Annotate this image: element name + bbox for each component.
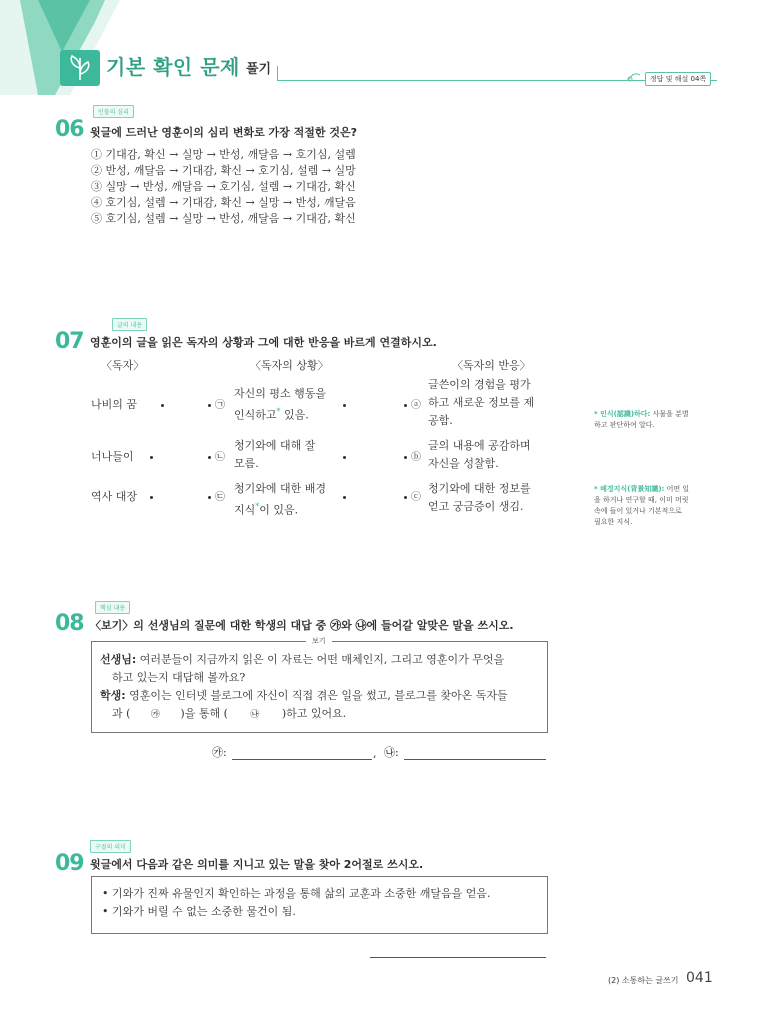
q07-response-2-mark: ⓑ (411, 452, 421, 463)
q09-answer-line[interactable] (370, 957, 546, 958)
q07-reader-1: 나비의 꿈 (91, 398, 138, 411)
q07-situation-3-mark: ㉢ (215, 492, 225, 503)
student-label: 학생: (100, 689, 126, 702)
answer-b-label: ㉯: (384, 746, 399, 759)
q09-tag: 구절의 의미 (90, 840, 131, 853)
q08-question: 〈보기〉의 선생님의 질문에 대한 학생의 대답 중 ㉮와 ㉯에 들어갈 알맞은 말을 쓰시오. (90, 619, 514, 632)
q07-question: 영훈이의 글을 읽은 독자의 상황과 그에 대한 반응을 바르게 연결하시오. (90, 336, 437, 349)
q07-situation-2: 청기와에 대해 잘 모름. (234, 439, 316, 470)
page-title: 기본 확인 문제 (106, 55, 240, 79)
blank-a-mark: ㉮ (150, 710, 160, 720)
q07-situation-3-right-dot[interactable] (343, 496, 346, 499)
q06-number: 06 (55, 117, 84, 142)
q07-situation-1: 자신의 평소 행동을 인식하고* 있음. (234, 387, 327, 422)
answer-a-label: ㉮: (212, 746, 227, 759)
q08-number: 08 (55, 611, 84, 636)
q07-reader-2-dot[interactable] (150, 456, 153, 459)
q07-col-response: 〈독자의 반응〉 (452, 359, 531, 372)
answer-b-line[interactable] (404, 759, 546, 760)
pen-icon (626, 71, 642, 83)
q07-reader-1-dot[interactable] (161, 404, 164, 407)
q07-response-3-dot[interactable] (404, 496, 407, 499)
q06-option-2[interactable]: ② 반성, 깨달음 → 기대감, 확신 → 호기심, 설렘 → 실망 (91, 164, 356, 177)
q07-response-1: 글쓴이의 경험을 평가 하고 새로운 정보를 제 공함. (428, 378, 535, 427)
q07-number: 07 (55, 329, 84, 354)
side-note-background: * 배경지식(背景知識): 어떤 일 을 하거나 연구할 때, 이미 머릿 속에 들어 있거나 기본적으로 필요한 지식. (594, 485, 690, 526)
q07-reader-3-dot[interactable] (150, 496, 153, 499)
q07-situation-3: 청기와에 대한 배경 지식*이 있음. (234, 482, 327, 517)
side-note-recognize: * 인식(認識)하다: 사물을 분별 하고 판단하여 알다. (594, 410, 689, 429)
q06-option-4[interactable]: ④ 호기심, 설렘 → 기대감, 확신 → 실망 → 반성, 깨달음 (91, 196, 356, 209)
page-subtitle: 풀기 (246, 62, 272, 77)
q08-tag: 핵심 내용 (95, 601, 130, 614)
q07-response-3-mark: ⓒ (411, 492, 421, 503)
q07-col-situation: 〈독자의 상황〉 (250, 359, 329, 372)
q07-response-1-dot[interactable] (404, 404, 407, 407)
q07-reader-3: 역사 대장 (91, 490, 138, 503)
q07-response-2-dot[interactable] (404, 456, 407, 459)
q07-situation-2-right-dot[interactable] (343, 456, 346, 459)
q07-response-2: 글의 내용에 공감하며 자신을 성찰함. (428, 439, 531, 470)
q06-option-5[interactable]: ⑤ 호기심, 설렘 → 실망 → 반성, 깨달음 → 기대감, 확신 (91, 212, 356, 225)
q06-tag: 인물의 심리 (93, 105, 134, 118)
q09-number: 09 (55, 851, 84, 876)
q09-question: 윗글에서 다음과 같은 의미를 지니고 있는 말을 찾아 2어절로 쓰시오. (90, 858, 424, 871)
q06-option-3[interactable]: ③ 실망 → 반성, 깨달음 → 호기심, 설렘 → 기대감, 확신 (91, 180, 356, 193)
q07-response-3: 청기와에 대한 정보를 얻고 궁금증이 생김. (428, 482, 531, 513)
q06-question: 윗글에 드러난 영훈이의 심리 변화로 가장 적절한 것은? (90, 126, 357, 139)
q08-box-content: 선생님: 여러분들이 지금까지 읽은 이 자료는 어떤 매체인지, 그리고 영훈이가 무엇을 하고 있는지 대답해 볼까요? 학생: 영훈이는 인터넷 블로그에 자신이 직접 겪은 일을 썼고, 블로그를 찾아온 독자들 과 ( ㉮ )을 통해 ( ㉯ )하고 있어요. (100, 651, 540, 724)
teacher-label: 선생님: (100, 653, 137, 666)
answer-a-line[interactable] (232, 759, 372, 760)
q07-situation-1-mark: ㉠ (215, 400, 225, 411)
q07-col-reader: 〈독자〉 (101, 359, 145, 372)
header-divider-vertical (277, 66, 278, 81)
q07-situation-3-left-dot[interactable] (208, 496, 211, 499)
q06-option-1[interactable]: ① 기대감, 확신 → 실망 → 반성, 깨달음 → 호기심, 설렘 (91, 148, 356, 161)
q07-situation-2-mark: ㉡ (215, 452, 225, 463)
q08-box-label: 보기 (306, 636, 332, 646)
blank-b-mark: ㉯ (250, 710, 260, 720)
q09-bullet-2: • 기와가 버릴 수 없는 소중한 물건이 됨. (102, 905, 296, 918)
q06-options (91, 147, 356, 227)
q07-situation-1-right-dot[interactable] (343, 404, 346, 407)
footer-section: (2) 소통하는 글쓰기 (608, 976, 679, 985)
answer-reference: 정답 및 해설 04쪽 (645, 72, 711, 86)
q07-situation-2-left-dot[interactable] (208, 456, 211, 459)
answer-separator: , (373, 747, 377, 760)
q09-bullet-1: • 기와가 진짜 유물인지 확인하는 과정을 통해 삶의 교훈과 소중한 깨달음을 얻음. (102, 887, 491, 900)
q07-tag: 글의 내용 (112, 318, 147, 331)
q07-situation-1-left-dot[interactable] (208, 404, 211, 407)
q09-box-content (102, 885, 542, 921)
q07-response-1-mark: ⓐ (411, 400, 421, 411)
q07-reader-2: 너나들이 (91, 450, 134, 463)
page-number: 041 (686, 970, 713, 986)
